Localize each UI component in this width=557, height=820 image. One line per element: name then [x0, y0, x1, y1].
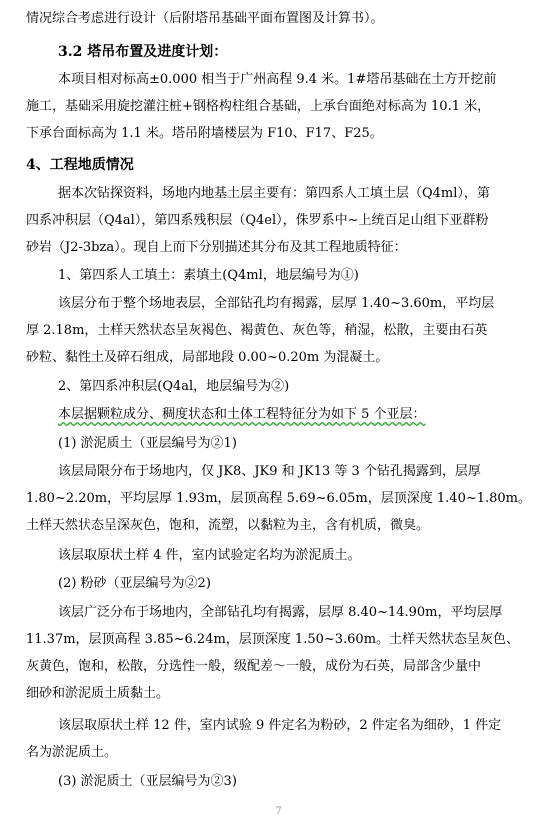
paragraph-line: 本层据颗粒成分、稠度状态和土体工程特征分为如下 5 个亚层： [58, 407, 426, 422]
paragraph-line: 厚 2.18m，土样天然状态呈灰褐色、褐黄色、灰色等，稍湿，松散，主要由石英 [26, 323, 488, 338]
paragraph-line: 下承台面标高为 1.1 米。塔吊附墙楼层为 F10、F17、F25。 [26, 126, 383, 141]
section-heading: 3.2 塔吊布置及进度计划： [58, 44, 228, 60]
paragraph-line: 1.80~2.20m，平均层厚 1.93m，层顶高程 5.69~6.05m，层顶深度 1.40~1.80m。 [26, 491, 532, 506]
paragraph-line: 施工，基础采用旋挖灌注桩+钢格构柱组合基础，上承台面绝对标高为 10.1 米， [26, 99, 491, 114]
paragraph-line: 该层取原状土样 4 件，室内试验定名均为淤泥质土。 [58, 548, 361, 563]
paragraph-line: 灰黄色，饱和，松散，分选性一般，级配差～一般，成份为石英，局部含少量中 [26, 659, 482, 674]
paragraph-line: 情况综合考虑进行设计（后附塔吊基础平面布置图及计算书）。 [26, 11, 384, 26]
subsection-heading: 1、第四系人工填土：素填土(Q4ml，地层编号为①) [58, 268, 359, 283]
paragraph-line: 该层取原状土样 12 件，室内试验 9 件定名为粉砂，2 件定名为细砂，1 件定 [58, 718, 502, 733]
paragraph-line: 本项目相对标高±0.000 相当于广州高程 9.4 米。1#塔吊基础在土方开挖前 [58, 72, 497, 87]
paragraph-line: 该层分布于整个场地表层，全部钻孔均有揭露，层厚 1.40~3.60m，平均层 [58, 296, 495, 311]
page-number: 7 [275, 806, 282, 817]
paragraph-line: 据本次钻探资料，场地内地基土层主要有：第四系人工填土层（Q4ml），第 [58, 186, 490, 201]
paragraph-line: 名为淤泥质土。 [26, 745, 118, 760]
paragraph-line: 细砂和淤泥质土质黏土。 [26, 686, 170, 701]
sublayer-heading: (1) 淤泥质土（亚层编号为②1) [58, 436, 237, 451]
paragraph-line: 11.37m，层顶高程 3.85~6.24m，层顶深度 1.50~3.60m。土样天然状态呈灰色、 [26, 632, 520, 647]
paragraph-line: 该层广泛分布于场地内，全部钻孔均有揭露，层厚 8.40~14.90m，平均层厚 [58, 605, 503, 620]
paragraph-line: 砂粒、黏性土及碎石组成，局部地段 0.00~0.20m 为混凝土。 [26, 350, 389, 365]
sublayer-heading: (3) 淤泥质土（亚层编号为②3) [58, 774, 237, 789]
paragraph-line: 砂岩（J2-3bza）。现自上而下分别描述其分布及其工程地质特征： [26, 240, 407, 255]
paragraph-line: 土样天然状态呈深灰色，饱和，流塑，以黏粒为主，含有机质，微臭。 [26, 518, 430, 533]
paragraph-line: 该层局限分布于场地内，仅 JK8、JK9 和 JK13 等 3 个钻孔揭露到，层厚 [58, 464, 481, 479]
paragraph-line: 四系冲积层（Q4al），第四系残积层（Q4el），侏罗系中~上统百足山组下亚群粉 [26, 213, 489, 228]
section-heading: 4、工程地质情况 [26, 157, 134, 173]
sublayer-heading: (2) 粉砂（亚层编号为②2) [58, 576, 211, 591]
subsection-heading: 2、第四系冲积层(Q4al，地层编号为②) [58, 379, 290, 394]
